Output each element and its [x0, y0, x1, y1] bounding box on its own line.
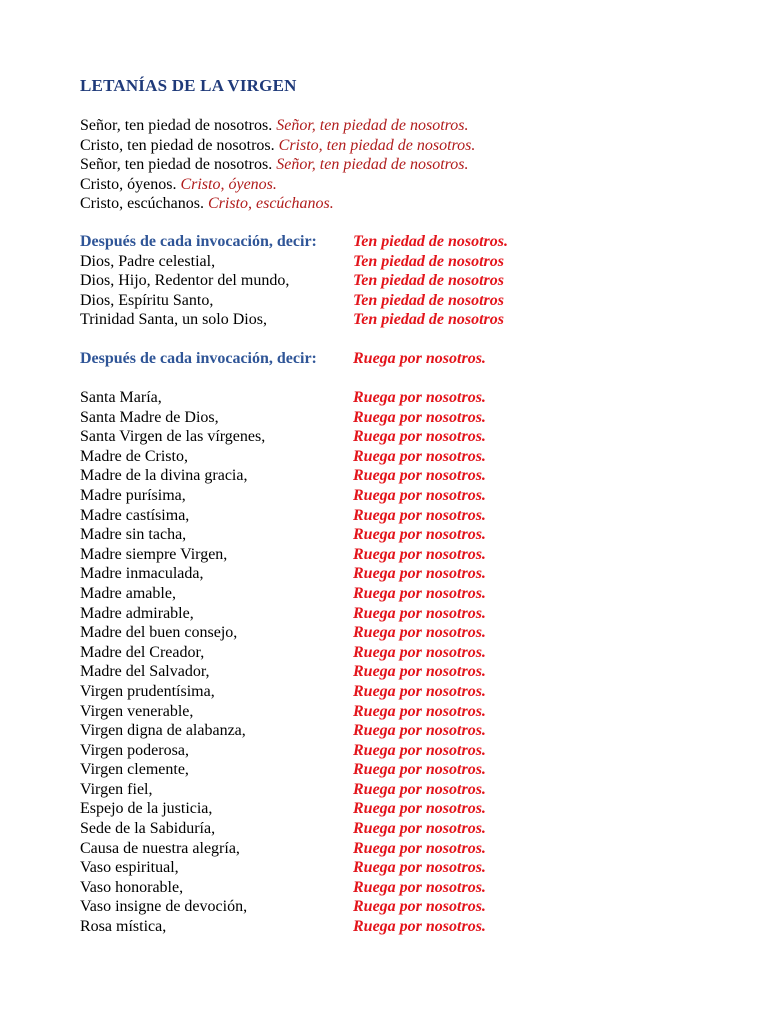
- intro-block: [80, 116, 475, 214]
- response-text: Ruega por nosotros.: [353, 526, 486, 544]
- list-item: [80, 271, 740, 291]
- response-text: Ten piedad de nosotros: [353, 291, 504, 309]
- list-item: [80, 760, 740, 780]
- response-text: Ruega por nosotros.: [353, 741, 486, 759]
- intro-line: [80, 175, 475, 195]
- response-text: Ten piedad de nosotros: [353, 311, 504, 329]
- list-item: [80, 564, 740, 584]
- response-text: Cristo, escúchanos.: [207, 195, 334, 212]
- invocation-text: Dios, Hijo, Redentor del mundo,: [80, 272, 290, 290]
- list-item: [80, 702, 740, 722]
- invocation-text: Madre castísima,: [80, 506, 190, 524]
- response-text: Ruega por nosotros.: [353, 643, 486, 661]
- section-ruega: [80, 349, 740, 936]
- response-text: Ten piedad de nosotros: [353, 272, 504, 290]
- list-item: [80, 858, 740, 878]
- list-item: [80, 447, 740, 467]
- invocation-text: Madre del Salvador,: [80, 663, 210, 681]
- response-text: Ruega por nosotros.: [353, 565, 486, 583]
- list-item: [80, 741, 740, 761]
- list-item: [80, 388, 740, 408]
- response-text: Ruega por nosotros.: [353, 584, 486, 602]
- invocation-text: Causa de nuestra alegría,: [80, 839, 240, 857]
- invocation-text: Santa Madre de Dios,: [80, 408, 219, 426]
- response-text: Ruega por nosotros.: [353, 389, 486, 406]
- list-item: [80, 917, 740, 937]
- list-item: [80, 662, 740, 682]
- response-text: Ten piedad de nosotros: [353, 252, 504, 270]
- invocation-text: Señor, ten piedad de nosotros.: [80, 117, 273, 134]
- invocation-text: Madre siempre Virgen,: [80, 545, 228, 563]
- response-text: Ruega por nosotros.: [353, 820, 486, 838]
- list-item: [80, 291, 740, 311]
- invocation-text: Cristo, óyenos.: [80, 175, 177, 193]
- response-text: Ruega por nosotros.: [353, 428, 486, 446]
- response-text: Ruega por nosotros.: [353, 859, 486, 877]
- invocation-text: Virgen prudentísima,: [80, 682, 215, 700]
- response-text: Ruega por nosotros.: [353, 839, 486, 857]
- list-item: [80, 584, 740, 604]
- list-item: [80, 427, 740, 447]
- list-item: [80, 623, 740, 643]
- invocation-text: Vaso honorable,: [80, 878, 184, 896]
- response-text: Ruega por nosotros.: [353, 878, 486, 896]
- response-text: Ruega por nosotros.: [353, 506, 486, 524]
- invocation-text: Madre amable,: [80, 584, 176, 602]
- list-item: [80, 721, 740, 741]
- response-text: Ruega por nosotros.: [353, 918, 486, 936]
- response-text: Ruega por nosotros.: [353, 761, 486, 779]
- response-text: Ruega por nosotros.: [353, 663, 486, 681]
- list-item: [80, 525, 740, 545]
- section-heading-response: Ten piedad de nosotros.: [353, 233, 508, 250]
- invocation-text: Santa Virgen de las vírgenes,: [80, 428, 266, 446]
- invocation-text: Madre de Cristo,: [80, 447, 188, 465]
- invocation-text: Sede de la Sabiduría,: [80, 820, 216, 838]
- invocation-text: Virgen digna de alabanza,: [80, 722, 246, 740]
- invocation-text: Madre del buen consejo,: [80, 624, 238, 642]
- response-text: Ruega por nosotros.: [353, 780, 486, 798]
- response-text: Ruega por nosotros.: [353, 447, 486, 465]
- response-text: Ruega por nosotros.: [353, 682, 486, 700]
- invocation-text: Madre inmaculada,: [80, 565, 204, 583]
- invocation-text: Madre de la divina gracia,: [80, 467, 248, 485]
- response-text: Ruega por nosotros.: [353, 545, 486, 563]
- invocation-text: Cristo, ten piedad de nosotros.: [80, 136, 275, 154]
- list-item: [80, 643, 740, 663]
- section-heading: [80, 349, 740, 369]
- list-item: [80, 604, 740, 624]
- list-item: [80, 408, 740, 428]
- section-heading-response: Ruega por nosotros.: [353, 350, 486, 367]
- section-heading: [80, 232, 740, 252]
- invocation-text: Dios, Padre celestial,: [80, 252, 216, 270]
- response-text: Cristo, ten piedad de nosotros.: [278, 136, 476, 154]
- invocation-text: Virgen poderosa,: [80, 741, 189, 759]
- response-text: Señor, ten piedad de nosotros.: [276, 156, 469, 173]
- invocation-text: Señor, ten piedad de nosotros.: [80, 156, 273, 173]
- invocation-text: Rosa mística,: [80, 918, 167, 936]
- response-text: Ruega por nosotros.: [353, 624, 486, 642]
- section-heading-text: Después de cada invocación, decir:: [80, 233, 317, 250]
- list-item: [80, 506, 740, 526]
- invocation-text: Vaso espiritual,: [80, 859, 179, 877]
- invocation-text: Madre admirable,: [80, 604, 194, 622]
- invocation-text: Virgen fiel,: [80, 780, 153, 798]
- list-item: [80, 878, 740, 898]
- list-item: [80, 252, 740, 272]
- intro-line: [80, 116, 475, 136]
- section-ten-piedad: [80, 232, 740, 330]
- list-item: [80, 897, 740, 917]
- intro-line: [80, 194, 475, 214]
- invocation-text: Trinidad Santa, un solo Dios,: [80, 311, 267, 329]
- response-text: Ruega por nosotros.: [353, 800, 486, 818]
- response-text: Ruega por nosotros.: [353, 722, 486, 740]
- response-text: Cristo, óyenos.: [180, 175, 277, 193]
- invocation-list: [80, 388, 740, 937]
- list-item: [80, 486, 740, 506]
- response-text: Ruega por nosotros.: [353, 702, 486, 720]
- invocation-text: Santa María,: [80, 389, 162, 406]
- list-item: [80, 545, 740, 565]
- list-item: [80, 819, 740, 839]
- invocation-text: Dios, Espíritu Santo,: [80, 291, 214, 309]
- invocation-text: Virgen venerable,: [80, 702, 194, 720]
- response-text: Señor, ten piedad de nosotros.: [276, 117, 469, 134]
- invocation-text: Virgen clemente,: [80, 761, 189, 779]
- response-text: Ruega por nosotros.: [353, 604, 486, 622]
- invocation-text: Madre purísima,: [80, 486, 186, 504]
- invocation-text: Cristo, escúchanos.: [80, 195, 204, 212]
- page-title: LETANÍAS DE LA VIRGEN: [80, 76, 297, 95]
- invocation-text: Madre sin tacha,: [80, 526, 187, 544]
- invocation-text: Madre del Creador,: [80, 643, 205, 661]
- list-item: [80, 839, 740, 859]
- response-text: Ruega por nosotros.: [353, 467, 486, 485]
- list-item: [80, 682, 740, 702]
- list-item: [80, 310, 740, 330]
- response-text: Ruega por nosotros.: [353, 486, 486, 504]
- response-text: Ruega por nosotros.: [353, 898, 486, 916]
- invocation-text: Espejo de la justicia,: [80, 800, 213, 818]
- list-item: [80, 466, 740, 486]
- section-heading-text: Después de cada invocación, decir:: [80, 350, 317, 367]
- response-text: Ruega por nosotros.: [353, 408, 486, 426]
- list-item: [80, 799, 740, 819]
- intro-line: [80, 136, 475, 156]
- list-item: [80, 780, 740, 800]
- invocation-text: Vaso insigne de devoción,: [80, 898, 248, 916]
- intro-line: [80, 155, 475, 175]
